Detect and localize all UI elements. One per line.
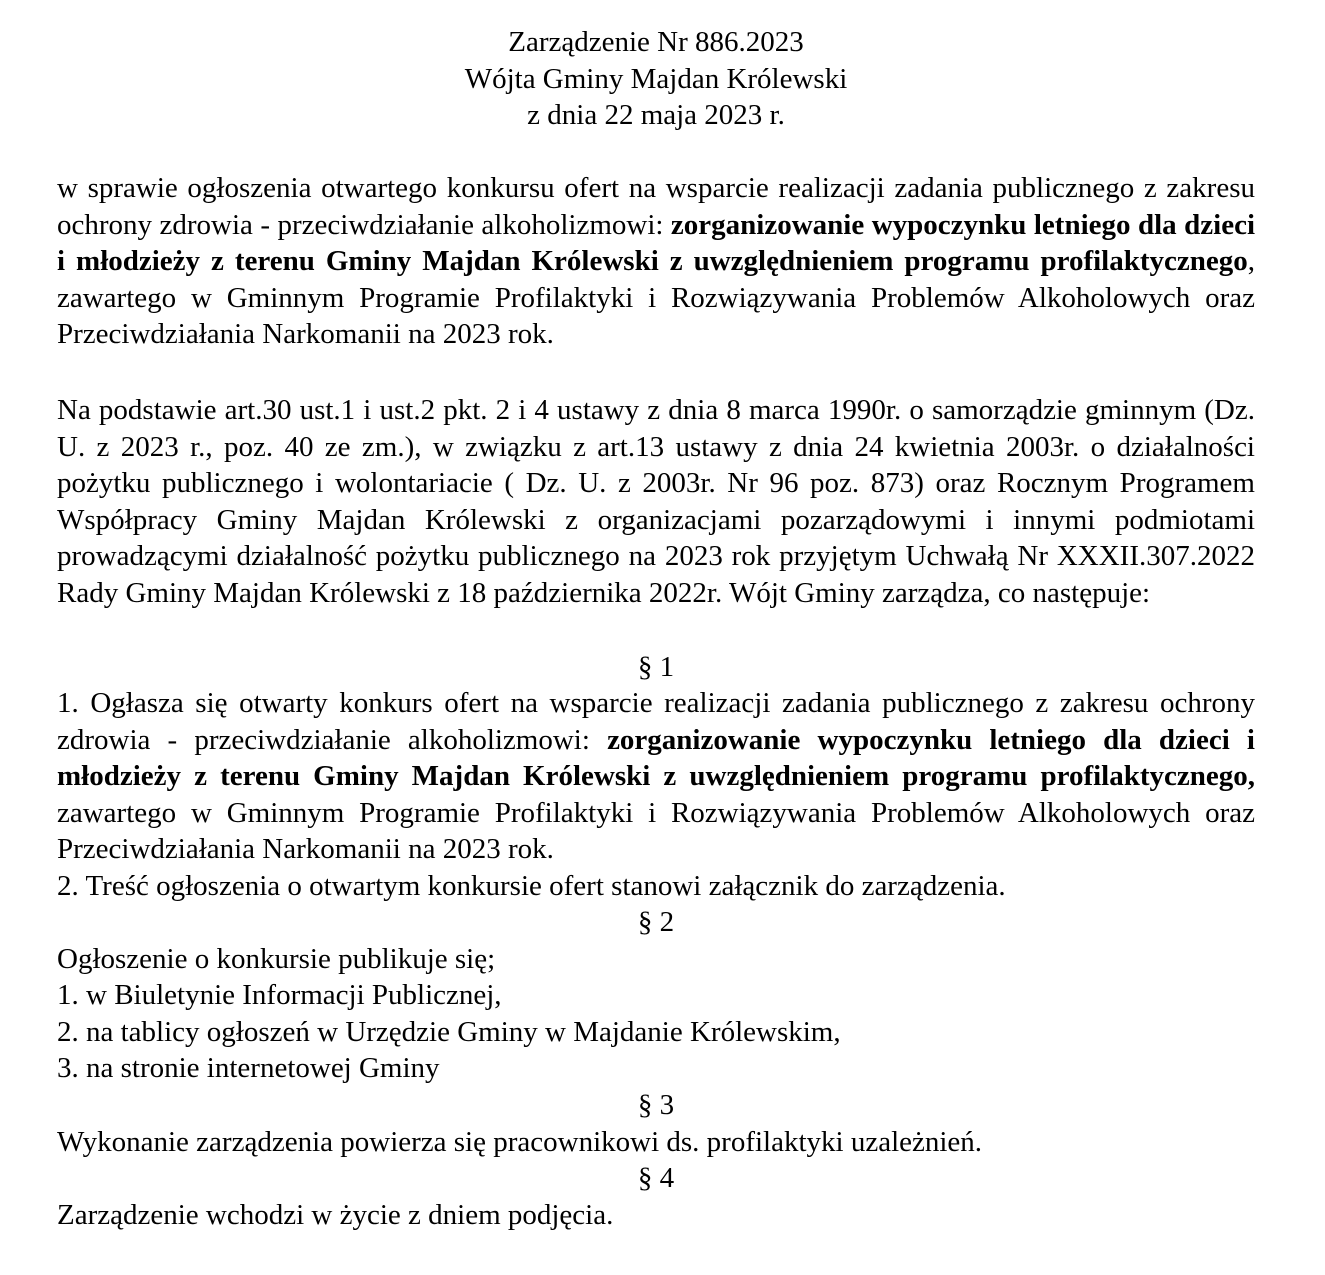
section-1-item-1-bold-task: zorganizowanie wypoczynku letniego dla dzieci i młodzieży z terenu Gminy Majdan Królewski z uwzględnieniem programu profilaktycznego, xyxy=(57,723,1255,792)
title-issuer: Wójta Gminy Majdan Królewski xyxy=(464,62,848,95)
subject-paragraph xyxy=(57,170,1255,353)
section-3-mark: § 3 xyxy=(637,1089,675,1121)
subject-bold-task: zorganizowanie wypoczynku letniego dla dzieci i młodzieży z terenu Gminy Majdan Królewski z uwzględnieniem programu profilaktycznego xyxy=(57,208,1256,277)
title-date: z dnia 22 maja 2023 r. xyxy=(527,99,785,131)
section-1-item-1 xyxy=(57,685,1255,868)
section-4-mark: § 4 xyxy=(637,1162,675,1194)
section-4-text: Zarządzenie wchodzi w życie z dniem podjęcia. xyxy=(57,1199,614,1231)
section-1-mark: § 1 xyxy=(637,651,675,683)
section-3-text: Wykonanie zarządzenia powierza się pracownikowi ds. profilaktyki uzależnień. xyxy=(57,1126,983,1158)
document-title xyxy=(0,24,1312,134)
section-2-mark: § 2 xyxy=(637,906,675,938)
section-2-list-item: 1. w Biuletynie Informacji Publicznej, xyxy=(57,979,502,1011)
legal-basis-paragraph: Na podstawie art.30 ust.1 i ust.2 pkt. 2 i 4 ustawy z dnia 8 marca 1990r. o samorządzie gminnym (Dz. U. z 2023 r., poz. 40 ze zm.), w związku z art.13 ustawy z dnia 24 kwietnia 2003r. o działalności pożytku publicznego i wolontariacie ( Dz. U. z 2003r. Nr 96 poz. 873) oraz Rocznym Programem Współpracy Gminy Majdan Królewski z organizacjami pozarządowymi i innymi podmiotami prowadzącymi działalność pożytku publicznego na 2023 rok przyjętym Uchwałą Nr XXXII.307.2022 Rady Gminy Majdan Królewski z 18 października 2022r. Wójt Gminy zarządza, co następuje: xyxy=(57,394,1255,609)
section-2-intro: Ogłoszenie o konkursie publikuje się; xyxy=(57,943,496,975)
section-1-item-1-text-end: zawartego w Gminnym Programie Profilaktyki i Rozwiązywania Problemów Alkoholowych oraz Przeciwdziałania Narkomanii na 2023 rok. xyxy=(57,796,1255,865)
subject-text-start: w sprawie ogłoszenia otwartego konkursu ofert na wsparcie realizacji zadania publicznego z zakresu ochrony zdrowia - przeciwdziałanie alkoholizmowi: xyxy=(57,172,1255,241)
subject-text-end: , zawartego w Gminnym Programie Profilaktyki i Rozwiązywania Problemów Alkoholowych oraz Przeciwdziałania Narkomanii na 2023 rok. xyxy=(57,245,1255,350)
section-2-list-item: 3. na stronie internetowej Gminy xyxy=(57,1052,440,1084)
section-2-list-item: 2. na tablicy ogłoszeń w Urzędzie Gminy w Majdanie Królewskim, xyxy=(57,1016,841,1048)
title-number: Zarządzenie Nr 886.2023 xyxy=(508,26,804,58)
section-1-item-1-text-start: 1. Ogłasza się otwarty konkurs ofert na wsparcie realizacji zadania publicznego z zakresu ochrony zdrowia - przeciwdziałanie alkoholizmowi: xyxy=(57,687,1255,756)
section-1-item-2: 2. Treść ogłoszenia o otwartym konkursie ofert stanowi załącznik do zarządzenia. xyxy=(57,870,1006,902)
